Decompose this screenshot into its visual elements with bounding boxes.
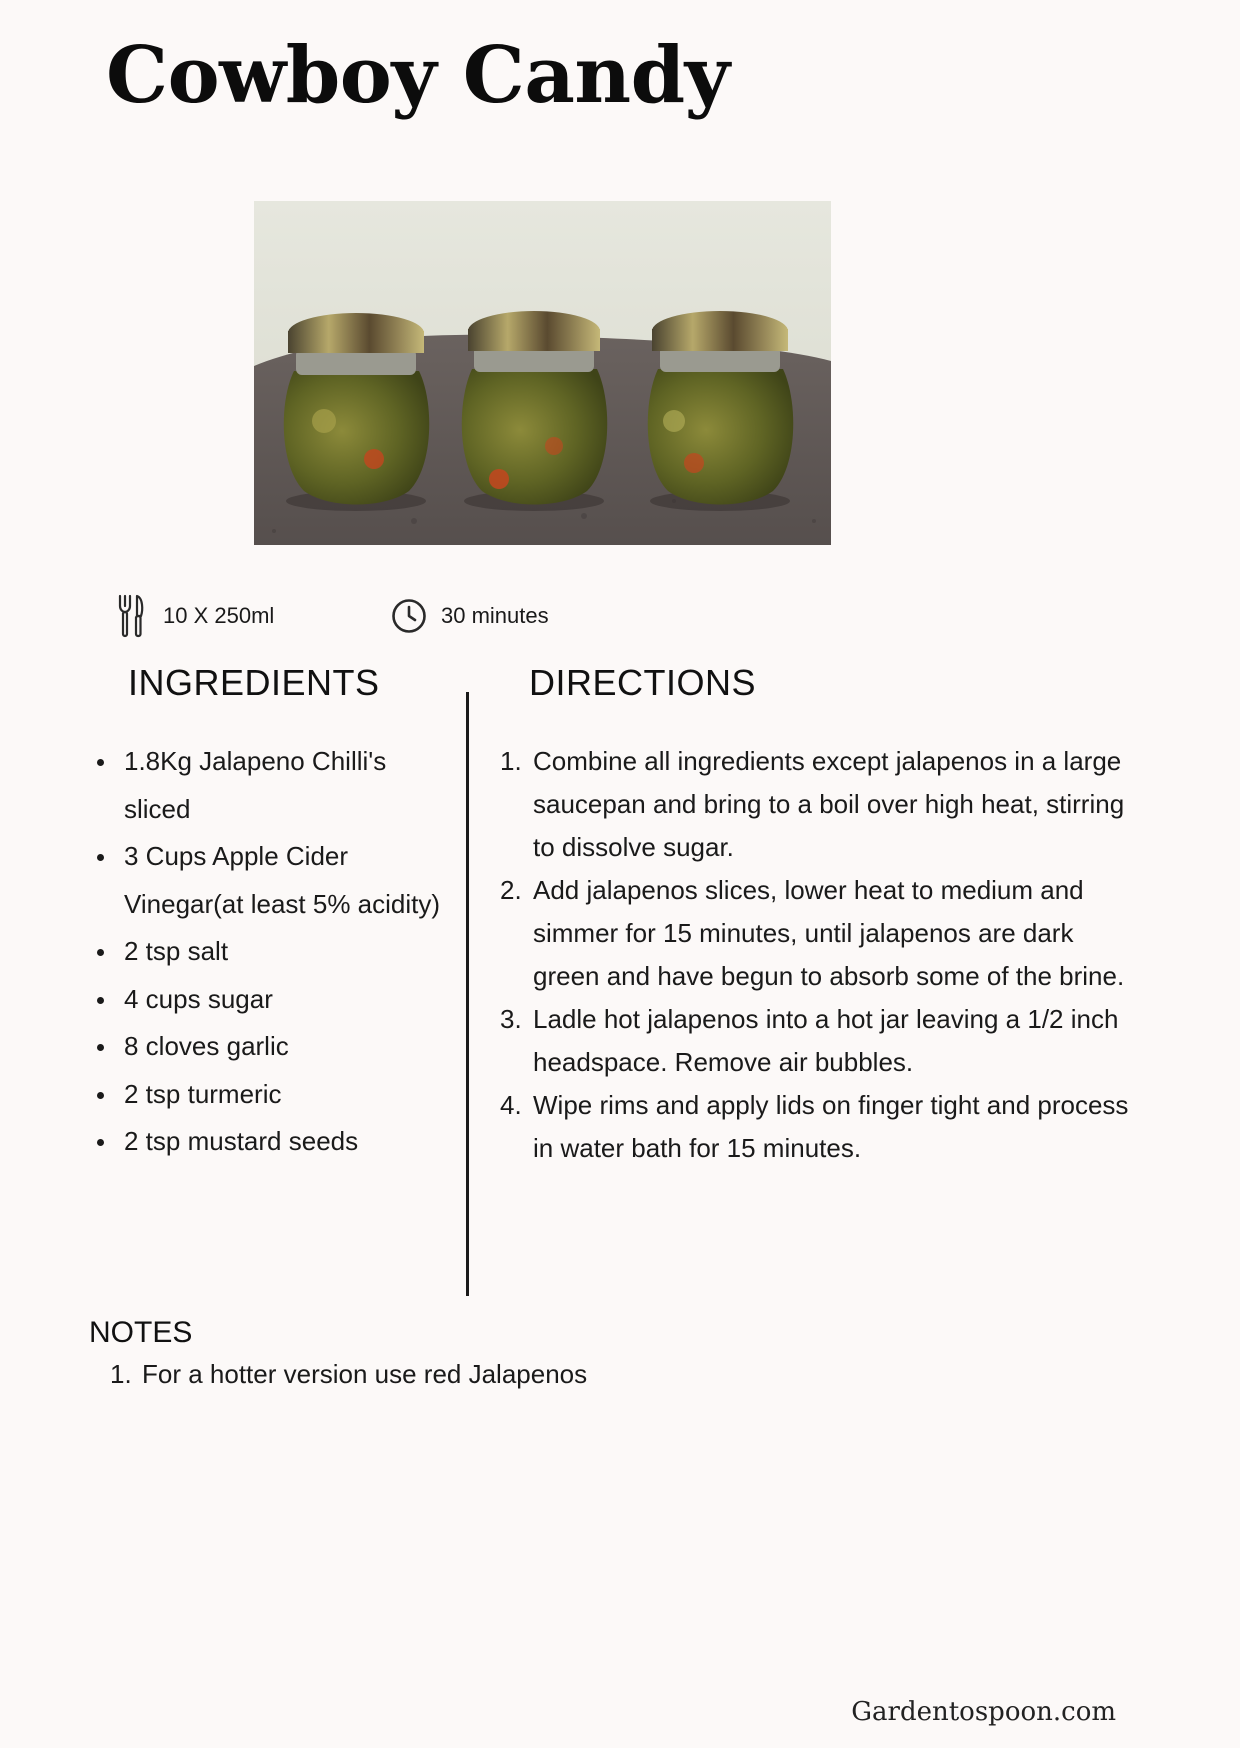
jar-middle bbox=[462, 311, 607, 511]
yield-info bbox=[111, 592, 274, 640]
step-text: Ladle hot jalapenos into a hot jar leaving a 1/2 inch headspace. Remove air bubbles. bbox=[533, 1004, 1119, 1077]
recipe-title: Cowboy Candy bbox=[106, 30, 730, 121]
step-text: Add jalapenos slices, lower heat to medium and simmer for 15 minutes, until jalapenos are dark green and have begun to absorb some of the brine. bbox=[533, 875, 1125, 991]
ingredient-item: 8 cloves garlic bbox=[92, 1023, 452, 1071]
step-number: 4. bbox=[500, 1090, 522, 1120]
direction-step bbox=[500, 869, 1140, 998]
step-number: 2. bbox=[500, 875, 522, 905]
ingredient-item: 2 tsp mustard seeds bbox=[92, 1118, 452, 1166]
site-footer: Gardentospoon.com bbox=[851, 1697, 1116, 1727]
directions-list bbox=[500, 740, 1140, 1170]
time-text: 30 minutes bbox=[441, 603, 549, 628]
ingredient-item: 1.8Kg Jalapeno Chilli's sliced bbox=[92, 738, 452, 833]
ingredient-item: 3 Cups Apple Cider Vinegar(at least 5% acidity) bbox=[92, 833, 452, 928]
utensils-icon bbox=[111, 594, 151, 638]
step-number: 1. bbox=[500, 746, 522, 776]
time-info bbox=[389, 592, 549, 640]
ingredient-item: 4 cups sugar bbox=[92, 976, 452, 1024]
ingredients-list bbox=[92, 738, 452, 1166]
direction-step bbox=[500, 1084, 1140, 1170]
yield-text: 10 X 250ml bbox=[163, 603, 275, 628]
jar-left bbox=[284, 313, 429, 511]
clock-icon bbox=[389, 594, 429, 638]
directions-heading: DIRECTIONS bbox=[529, 662, 757, 703]
column-divider bbox=[466, 692, 469, 1296]
notes-heading: NOTES bbox=[89, 1316, 193, 1349]
direction-step bbox=[500, 998, 1140, 1084]
jar-right bbox=[648, 311, 793, 511]
jars-photo bbox=[254, 201, 831, 545]
ingredient-item: 2 tsp salt bbox=[92, 928, 452, 976]
note-item bbox=[110, 1356, 587, 1392]
step-text: Combine all ingredients except jalapenos in a large saucepan and bring to a boil over high heat, stirring to dissolve sugar. bbox=[533, 746, 1125, 862]
step-text: Wipe rims and apply lids on finger tight and process in water bath for 15 minutes. bbox=[533, 1090, 1129, 1163]
ingredient-item: 2 tsp turmeric bbox=[92, 1071, 452, 1119]
note-number: 1. bbox=[110, 1359, 132, 1389]
direction-step bbox=[500, 740, 1140, 869]
step-number: 3. bbox=[500, 1004, 522, 1034]
notes-list bbox=[110, 1356, 587, 1392]
note-text: For a hotter version use red Jalapenos bbox=[142, 1359, 588, 1389]
ingredients-heading: INGREDIENTS bbox=[128, 662, 380, 703]
